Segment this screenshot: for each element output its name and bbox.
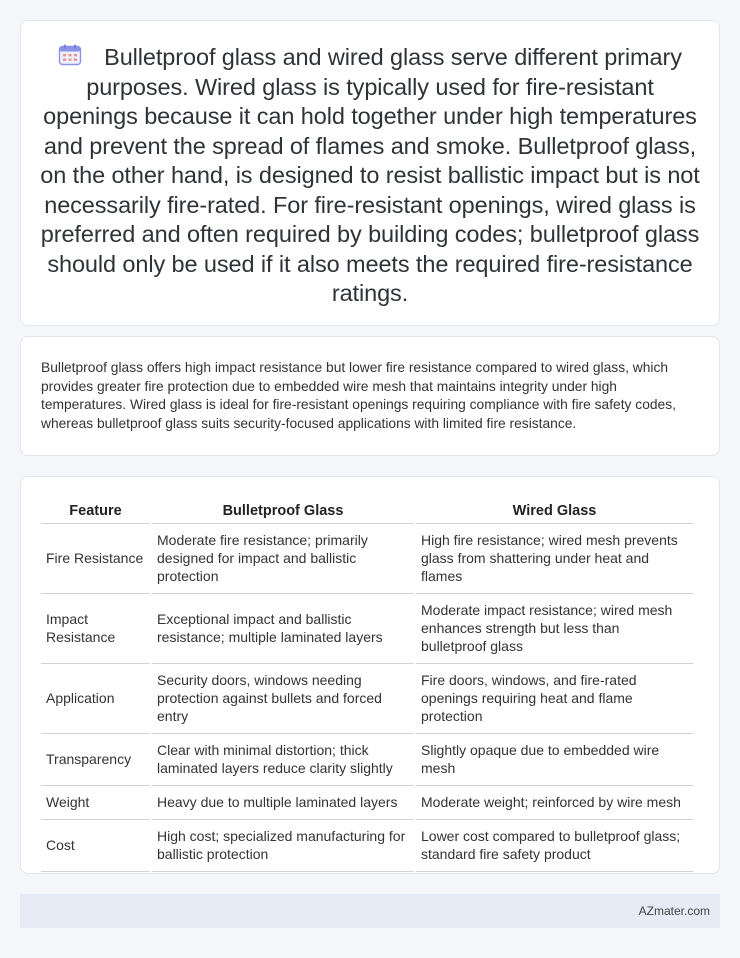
table-row <box>41 524 693 594</box>
header-feature: Feature <box>41 499 150 524</box>
cell-wired: Lower cost compared to bulletproof glass; standard fire safety product <box>416 820 693 872</box>
title-text: Bulletproof glass and wired glass serve different primary purposes. Wired glass is typically used for fire-resistant openings because it can hold together under high temperatures and prevent the spread of flames and smoke. Bulletproof glass, on the other hand, is designed to resist ballistic impact but is not necessarily fire-rated. For fire-resistant openings, wired glass is preferred and often required by building codes; bulletproof glass should only be used if it also meets the required fire-resistance ratings. <box>40 44 700 306</box>
table-row <box>41 664 693 734</box>
table-row <box>41 820 693 872</box>
cell-bulletproof: Moderate fire resistance; primarily designed for impact and ballistic protection <box>152 524 414 594</box>
cell-bulletproof: Security doors, windows needing protection against bullets and forced entry <box>152 664 414 734</box>
cell-wired: Moderate weight; reinforced by wire mesh <box>416 786 693 820</box>
footer-brand-link[interactable]: AZmater.com <box>638 904 710 918</box>
cell-feature: Transparency <box>41 734 150 786</box>
cell-feature: Impact Resistance <box>41 594 150 664</box>
header-wired-glass: Wired Glass <box>416 499 693 524</box>
title-card <box>20 20 720 326</box>
summary-text: Bulletproof glass offers high impact resistance but lower fire resistance compared to wired glass, which provides greater fire protection due to embedded wire mesh that maintains integrity under high temperatures. Wired glass is ideal for fire-resistant openings requiring compliance with fire safety codes, whereas bulletproof glass suits security-focused applications with limited fire resistance. <box>41 360 676 431</box>
table-row <box>41 594 693 664</box>
cell-wired: Fire doors, windows, and fire-rated openings requiring heat and flame protection <box>416 664 693 734</box>
cell-feature: Application <box>41 664 150 734</box>
cell-feature: Cost <box>41 820 150 872</box>
summary-card <box>20 336 720 456</box>
cell-feature: Weight <box>41 786 150 820</box>
table-header-row <box>41 499 693 524</box>
cell-wired: High fire resistance; wired mesh prevents glass from shattering under heat and flames <box>416 524 693 594</box>
cell-bulletproof: Clear with minimal distortion; thick laminated layers reduce clarity slightly <box>152 734 414 786</box>
cell-bulletproof: Heavy due to multiple laminated layers <box>152 786 414 820</box>
cell-bulletproof: Exceptional impact and ballistic resistance; multiple laminated layers <box>152 594 414 664</box>
cell-wired: Moderate impact resistance; wired mesh enhances strength but less than bulletproof glass <box>416 594 693 664</box>
header-bulletproof-glass: Bulletproof Glass <box>152 499 414 524</box>
comparison-table <box>39 499 695 872</box>
table-row <box>41 734 693 786</box>
calendar-icon <box>58 44 82 66</box>
cell-feature: Fire Resistance <box>41 524 150 594</box>
comparison-card <box>20 476 720 874</box>
table-row <box>41 786 693 820</box>
page-title <box>39 43 701 309</box>
cell-bulletproof: High cost; specialized manufacturing for ballistic protection <box>152 820 414 872</box>
footer-bar <box>20 894 720 928</box>
cell-wired: Slightly opaque due to embedded wire mesh <box>416 734 693 786</box>
